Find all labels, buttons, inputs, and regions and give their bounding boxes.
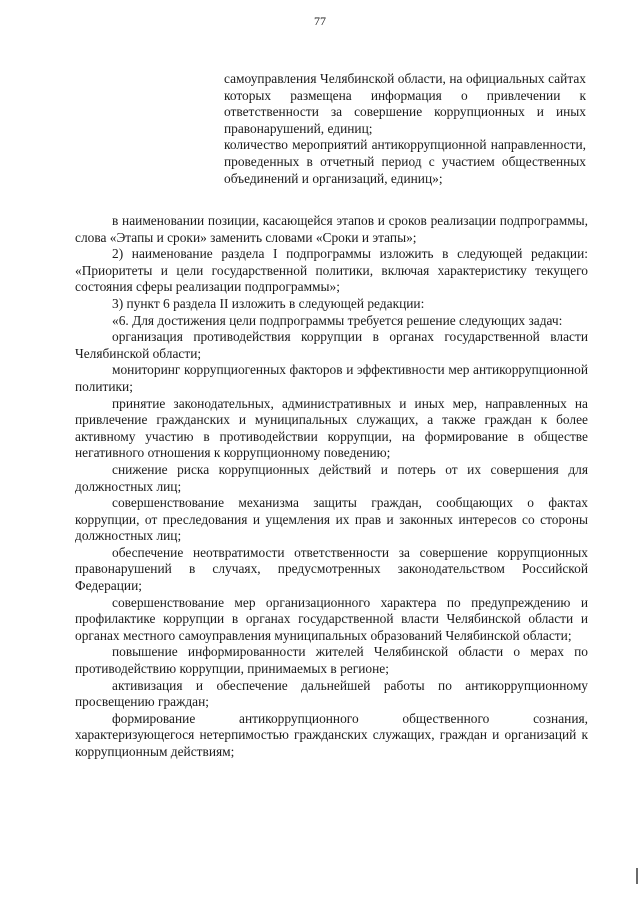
paragraph: совершенствование мер организационного характера по предупреждению и профилактике коррупции в органах государственной власти Челябинской области и органах местного самоуправления муниципальных образований Челябинской области;	[75, 594, 588, 643]
paragraph: в наименовании позиции, касающейся этапов и сроков реализации подпрограммы, слова «Этапы и сроки» заменить словами «Сроки и этапы»;	[75, 213, 588, 245]
paragraph: снижение риска коррупционных действий и потерь от их совершения для должностных лиц;	[75, 461, 588, 494]
paragraph: активизация и обеспечение дальнейшей работы по антикоррупционному просвещению граждан;	[75, 677, 588, 710]
paragraph: принятие законодательных, административных и иных мер, направленных на привлечение гражданских и муниципальных служащих, а также граждан к более активному участию в противодействии коррупции, на формирование в обществе негативного отношения к коррупционному поведению;	[75, 395, 588, 461]
table-cell-fragment	[224, 71, 586, 187]
paragraph: повышение информированности жителей Челябинской области о мерах по противодействию коррупции, принимаемых в регионе;	[75, 644, 588, 677]
paragraph: мониторинг коррупциогенных факторов и эффективности мер антикоррупционной политики;	[75, 362, 588, 394]
paragraph: обеспечение неотвратимости ответственности за совершение коррупционных правонарушений в случаях, предусмотренных законодательством Российской Федерации;	[75, 544, 588, 594]
table-cell-item: самоуправления Челябинской области, на официальных сайтах которых размещена информация о привлечении к ответственности за совершение коррупционных и иных правонарушений, единиц;	[224, 71, 586, 136]
paragraph: совершенствование механизма защиты граждан, сообщающих о фактах коррупции, от преследования и ущемления их прав и законных интересов со стороны должностных лиц;	[75, 495, 588, 544]
paragraph: 3) пункт 6 раздела II изложить в следующей редакции:	[112, 295, 425, 311]
page-number: 77	[314, 14, 326, 28]
paragraph: формирование антикоррупционного общественного сознания, характеризующегося нетерпимостью гражданских служащих, граждан и организаций к коррупционным действиям;	[75, 710, 588, 759]
paragraph: 2) наименование раздела I подпрограммы изложить в следующей редакции: «Приоритеты и цели государственной политики, включая характеристику текущего состояния сферы реализации подпрограммы»;	[75, 246, 588, 295]
paragraph: «6. Для достижения цели подпрограммы требуется решение следующих задач:	[112, 312, 563, 328]
scan-edge-mark	[636, 868, 638, 884]
document-body	[75, 213, 588, 761]
table-cell-item: количество мероприятий антикоррупционной направленности, проведенных в отчетный период с участием общественных объединений и организаций, единиц»;	[224, 137, 586, 186]
paragraph: организация противодействия коррупции в органах государственной власти Челябинской области;	[75, 329, 588, 361]
